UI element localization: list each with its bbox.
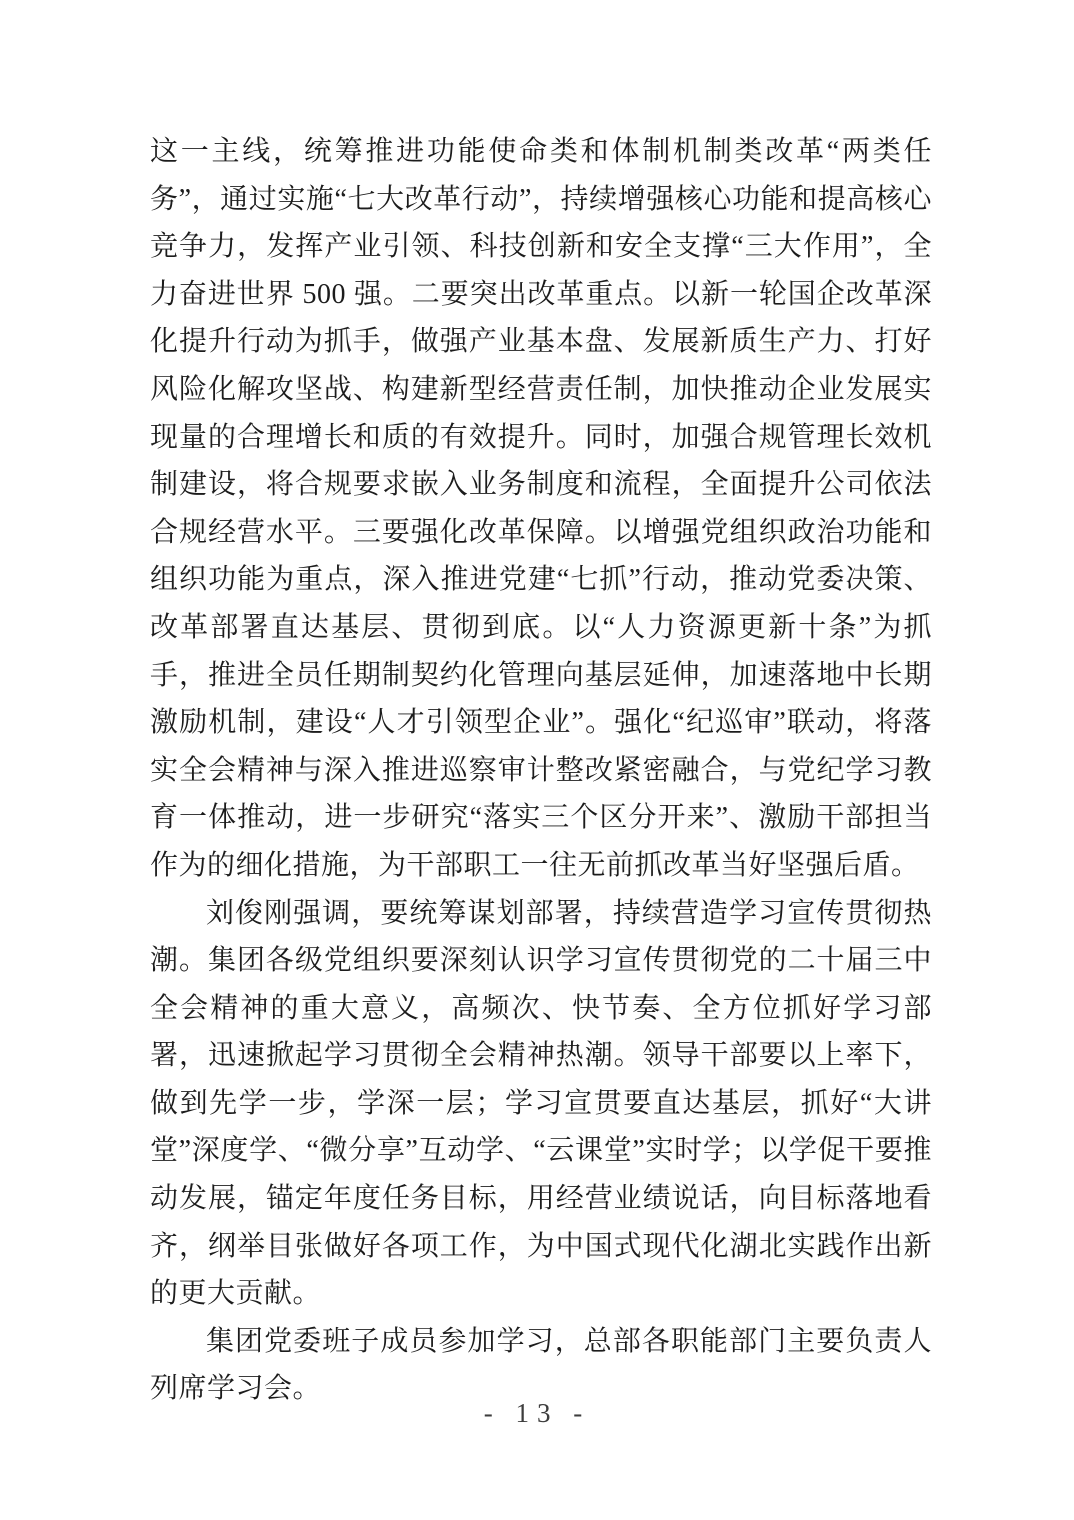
body-paragraph-3: 集团党委班子成员参加学习，总部各职能部门主要负责人列席学习会。 bbox=[150, 1325, 932, 1405]
body-text-block bbox=[150, 128, 932, 1413]
body-paragraph-1: 这一主线，统筹推进功能使命类和体制机制类改革“两类任务”，通过实施“七大改革行动”，持续增强核心功能和提高核心竞争力，发挥产业引领、科技创新和安全支撑“三大作用”，全力奋进世界 500 强。二要突出改革重点。以新一轮国企改革深化提升行动为抓手，做强产业基本盘、发展新质生产力、打好风险化解攻坚战、构建新型经营责任制，加快推动企业发展实现量的合理增长和质的有效提升。同时，加强合规管理长效机制建设，将合规要求嵌入业务制度和流程，全面提升公司依法合规经营水平。三要强化改革保障。以增强党组织政治功能和组织功能为重点，深入推进党建“七抓”行动，推动党委决策、改革部署直达基层、贯彻到底。以“人力资源更新十条”为抓手，推进全员任期制契约化管理向基层延伸，加速落地中长期激励机制，建设“人才引领型企业”。强化“纪巡审”联动，将落实全会精神与深入推进巡察审计整改紧密融合，与党纪学习教育一体推动，进一步研究“落实三个区分开来”、激励干部担当作为的细化措施，为干部职工一往无前抓改革当好坚强后盾。 bbox=[150, 136, 932, 881]
body-paragraph-2: 刘俊刚强调，要统筹谋划部署，持续营造学习宣传贯彻热潮。集团各级党组织要深刻认识学习宣传贯彻党的二十届三中全会精神的重大意义，高频次、快节奏、全方位抓好学习部署，迅速掀起学习贯彻全会精神热潮。领导干部要以上率下，做到先学一步，学深一层；学习宣贯要直达基层，抓好“大讲堂”深度学、“微分享”互动学、“云课堂”实时学；以学促干要推动发展，锚定年度任务目标，用经营业绩说话，向目标落地看齐，纲举目张做好各项工作，为中国式现代化湖北实践作出新的更大贡献。 bbox=[150, 897, 932, 1310]
page-number: - 13 - bbox=[483, 1398, 591, 1428]
